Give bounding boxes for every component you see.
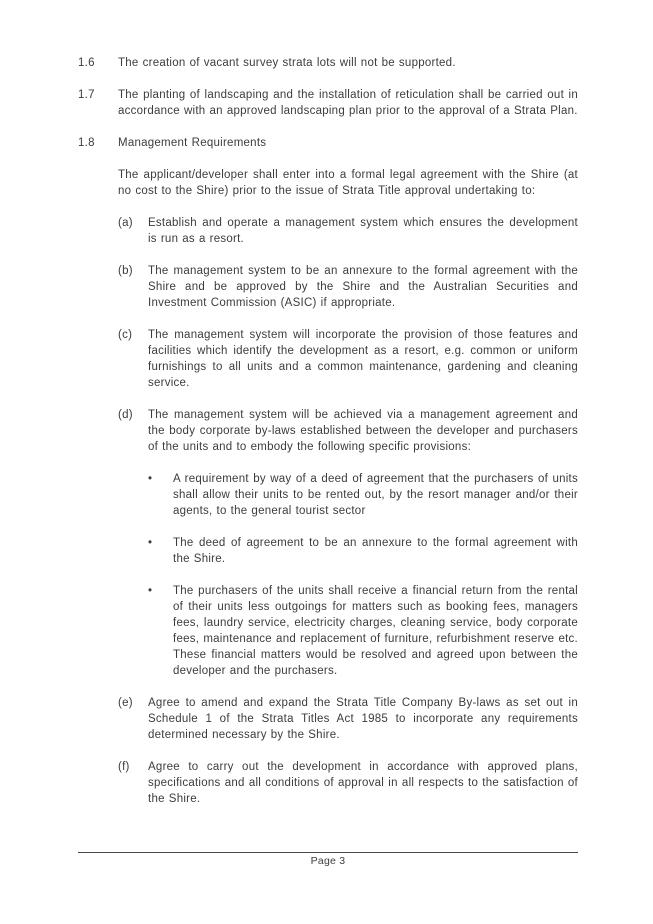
clause-1-6	[78, 55, 578, 71]
clause-1-8-intro	[118, 167, 578, 199]
subclause-e	[118, 695, 578, 743]
clause-number: 1.8	[78, 137, 95, 149]
subclause-letter: (a)	[118, 217, 133, 229]
bullet-item	[148, 583, 578, 679]
clause-1-7	[78, 87, 578, 119]
bullet-text: The purchasers of the units shall receive a financial return from the rental of their units less outgoings for matters such as booking fees, managers fees, laundry service, electricity charges, cleaning service, body corporate fees, maintenance and replacement of furniture, refurbishment reserve etc. These financial matters would be resolved and agreed upon between the developer and the purchasers.	[173, 585, 578, 677]
subclause-c	[118, 327, 578, 391]
subclause-text: The management system to be an annexure to the formal agreement with the Shire and be approved by the Shire and the Australian Securities and Investment Commission (ASIC) if appropriate.	[148, 265, 578, 309]
bullet-text: A requirement by way of a deed of agreement that the purchasers of units shall allow their units to be rented out, by the resort manager and/or their agents, to the general tourist sector	[173, 473, 578, 517]
subclause-letter: (f)	[118, 761, 130, 773]
subclause-a	[118, 215, 578, 247]
subclause-text: The management system will incorporate the provision of those features and facilities which identify the development as a resort, e.g. common or uniform furnishings to all units and a common maintenance, gardening and cleaning service.	[148, 329, 578, 389]
subclause-text: Establish and operate a management system which ensures the development is run as a resort.	[148, 217, 578, 245]
subclause-f	[118, 759, 578, 807]
bullet-text: The deed of agreement to be an annexure to the formal agreement with the Shire.	[173, 537, 578, 565]
clause-number: 1.6	[78, 57, 95, 69]
subclause-letter: (c)	[118, 329, 133, 341]
bullet-item	[148, 471, 578, 519]
bullet-marker: •	[148, 537, 153, 549]
page-number: Page 3	[310, 855, 346, 867]
subclause-b	[118, 263, 578, 311]
clause-heading: Management Requirements	[118, 137, 267, 149]
page-footer	[78, 852, 578, 868]
subclause-d	[118, 407, 578, 455]
clause-1-8	[78, 135, 578, 151]
subclause-text: The management system will be achieved via a management agreement and the body corporate by-laws established between the developer and purchasers of the units and to embody the following specific provisions:	[148, 409, 578, 453]
subclause-text: Agree to carry out the development in accordance with approved plans, specifications and all conditions of approval in all respects to the satisfaction of the Shire.	[148, 761, 578, 805]
subclause-letter: (e)	[118, 697, 133, 709]
clause-text: The planting of landscaping and the installation of reticulation shall be carried out in accordance with an approved landscaping plan prior to the approval of a Strata Plan.	[118, 89, 578, 117]
subclause-text: Agree to amend and expand the Strata Title Company By-laws as set out in Schedule 1 of the Strata Titles Act 1985 to incorporate any requirements determined necessary by the Shire.	[148, 697, 578, 741]
clause-number: 1.7	[78, 89, 95, 101]
subclause-letter: (b)	[118, 265, 133, 277]
bullet-item	[148, 535, 578, 567]
bullet-marker: •	[148, 585, 153, 597]
paragraph-text: The applicant/developer shall enter into a formal legal agreement with the Shire (at no cost to the Shire) prior to the issue of Strata Title approval undertaking to:	[118, 169, 578, 197]
clause-text: The creation of vacant survey strata lots will not be supported.	[118, 57, 456, 69]
bullet-marker: •	[148, 473, 153, 485]
document-content	[78, 55, 578, 823]
subclause-letter: (d)	[118, 409, 133, 421]
